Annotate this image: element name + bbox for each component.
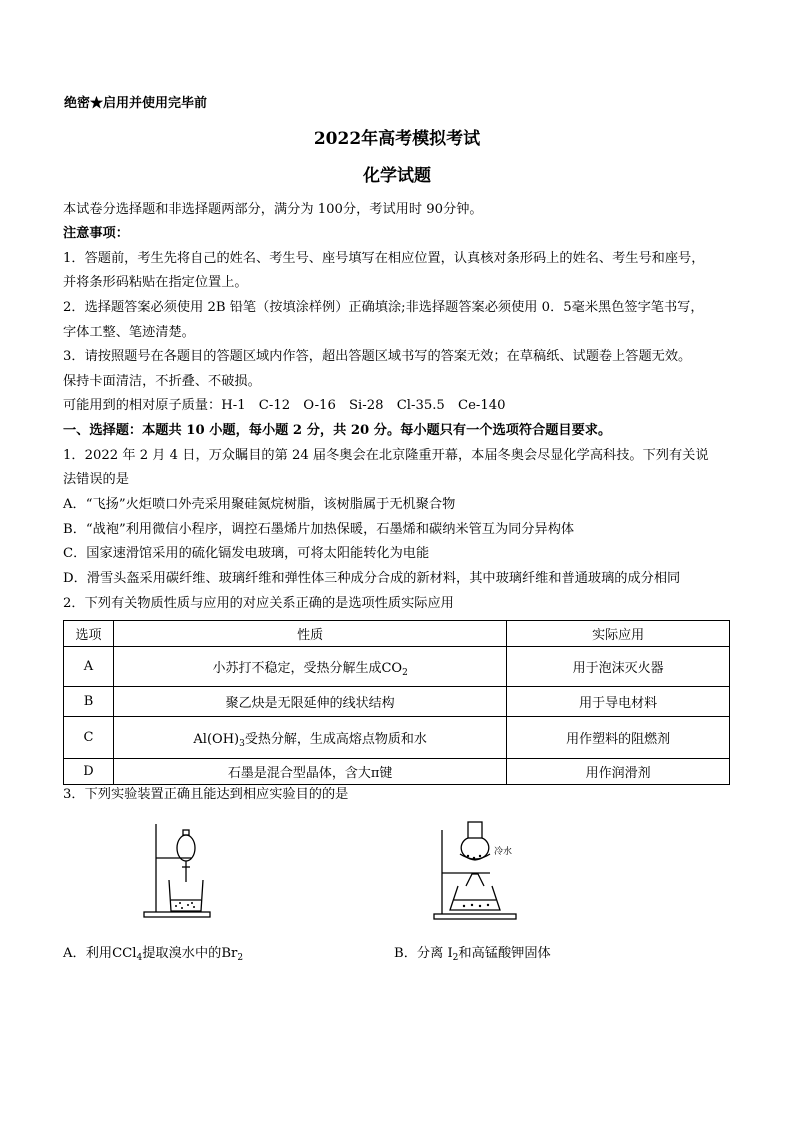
row-application: 用作润滑剂 (507, 759, 730, 785)
note-3-line-1: 3．请按照题号在各题目的答题区域内作答，超出答题区域书写的答案无效；在草稿纸、试题卷上答题无效。 (63, 349, 692, 364)
table-header-row (64, 621, 730, 647)
row-option: D (64, 759, 114, 785)
table-row (64, 647, 730, 687)
col-header-property: 性质 (113, 621, 506, 647)
note-2-line-2: 字体工整、笔迹清楚。 (63, 325, 195, 340)
q3-option-b: B．分离 $I_2$和高锰酸钾固体 (394, 946, 551, 963)
q3-stem: 3．下列实验装置正确且能达到相应实验目的的是 (63, 787, 349, 802)
confidential-mark: 绝密★启用并使用完毕前 (64, 96, 208, 111)
table-row (64, 759, 730, 785)
row-application: 用作塑料的阻燃剂 (507, 717, 730, 759)
row-property: 石墨是混合型晶体，含大π键 (113, 759, 506, 785)
row-option: A (64, 647, 114, 687)
col-header-option: 选项 (64, 621, 114, 647)
table-row (64, 717, 730, 759)
separatory-funnel-apparatus (140, 820, 230, 920)
notes-heading: 注意事项： (63, 226, 129, 241)
q3-option-a: A．利用CCl$_4$提取溴水中的$Br_2$ (63, 946, 244, 963)
row-property: 聚乙炔是无限延伸的线状结构 (113, 687, 506, 717)
row-application: 用于导电材料 (507, 687, 730, 717)
note-1-line-2: 并将条形码粘贴在指定位置上。 (63, 275, 248, 290)
row-option: C (64, 717, 114, 759)
exam-subtitle: 化学试题 (363, 166, 431, 186)
cold-water-label: 冷水 (494, 847, 513, 857)
q1-stem-line-2: 法错误的是 (63, 472, 129, 487)
row-property: 小苏打不稳定，受热分解生成$CO_2$ (113, 647, 506, 687)
q1-option-b: B．“战袍”利用微信小程序，调控石墨烯片加热保暖，石墨烯和碳纳米管互为同分异构体 (63, 522, 575, 537)
row-option: B (64, 687, 114, 717)
table-row (64, 687, 730, 717)
q1-option-a: A．“飞扬”火炬喷口外壳采用聚硅氮烷树脂，该树脂属于无机聚合物 (63, 497, 456, 512)
col-header-application: 实际应用 (507, 621, 730, 647)
note-1-line-1: 1．答题前，考生先将自己的姓名、考生号、座号填写在相应位置，认真核对条形码上的姓名、考生号和座号， (63, 251, 705, 266)
q1-option-c: C．国家速滑馆采用的硫化镉发电玻璃，可将太阳能转化为电能 (63, 546, 430, 561)
sublimation-apparatus (430, 818, 530, 922)
atomic-masses: 可能用到的相对原子质量：H-1 C-12 O-16 Si-28 Cl-35.5 Ce-140 (63, 398, 506, 413)
q1-option-d: D．滑雪头盔采用碳纤维、玻璃纤维和弹性体三种成分合成的新材料，其中玻璃纤维和普通玻璃的成分相同 (63, 571, 681, 586)
row-property: $Al(OH)_3$受热分解，生成高熔点物质和水 (113, 717, 506, 759)
note-2-line-1: 2．选择题答案必须使用 2B 铅笔（按填涂样例）正确填涂;非选择题答案必须使用 0．5毫米黑色签字笔书写， (63, 300, 704, 315)
section-1-heading: 一、选择题：本题共 10 小题，每小题 2 分，共 20 分。每小题只有一个选项符合题目要求。 (63, 423, 612, 438)
row-application: 用于泡沫灭火器 (507, 647, 730, 687)
exam-title: 2022年高考模拟考试 (313, 129, 481, 149)
q2-property-table (63, 620, 730, 785)
q2-stem: 2．下列有关物质性质与应用的对应关系正确的是选项性质实际应用 (63, 596, 454, 611)
intro-text: 本试卷分选择题和非选择题两部分，满分为 100分，考试用时 90分钟。 (63, 202, 483, 217)
note-3-line-2: 保持卡面清洁，不折叠、不破损。 (63, 374, 261, 389)
q1-stem-line-1: 1．2022 年 2 月 4 日，万众瞩目的第 24 届冬奥会在北京隆重开幕，本届冬奥会尽显化学高科技。下列有关说 (63, 448, 709, 463)
